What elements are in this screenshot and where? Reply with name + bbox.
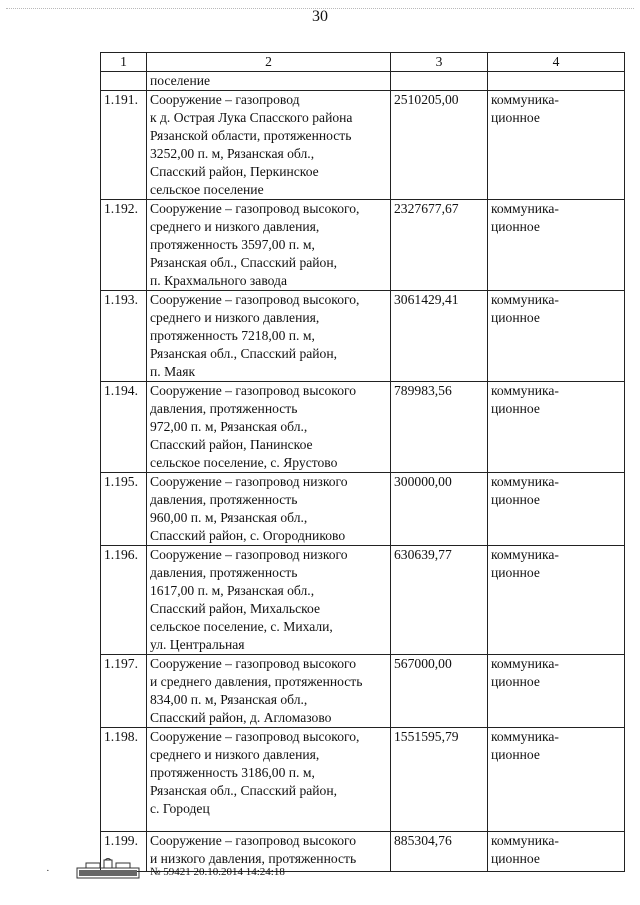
table-row xyxy=(101,728,625,832)
row-description: Сооружение – газопровод высокого давления, протяженность 972,00 п. м, Рязанская обл., Спасский район, Панинское сельское поселение, с. Ярустово xyxy=(147,382,391,473)
table-row xyxy=(101,655,625,728)
page-number: 30 xyxy=(312,8,328,25)
row-description: Сооружение – газопровод низкого давления, протяженность 960,00 п. м, Рязанская обл., Спасский район, с. Огородниково xyxy=(147,473,391,546)
registration-stamp-icon xyxy=(76,857,140,879)
row-description: Сооружение – газопровод низкого давления, протяженность 1617,00 п. м, Рязанская обл., Спасский район, Михальское сельское поселение, с. Михали, ул. Центральная xyxy=(147,546,391,655)
column-header: 1 xyxy=(101,53,147,72)
row-value: 885304,76 xyxy=(391,832,488,872)
table-row xyxy=(101,473,625,546)
row-description: Сооружение – газопровод высокого и низкого давления, протяженность xyxy=(147,832,391,872)
row-value: 630639,77 xyxy=(391,546,488,655)
row-number: 1.197. xyxy=(101,655,147,728)
row-type: коммуника- ционное xyxy=(488,473,625,546)
row-description: Сооружение – газопровод высокого, среднего и низкого давления, протяженность 3186,00 п. м, Рязанская обл., Спасский район, с. Городец xyxy=(147,728,391,832)
table-header-row xyxy=(101,53,625,72)
row-value: 2327677,67 xyxy=(391,200,488,291)
registration-stamp-text: № 59421 20.10.2014 14:24:18 xyxy=(150,866,285,878)
table-row xyxy=(101,382,625,473)
row-value: 789983,56 xyxy=(391,382,488,473)
scan-mark-icon: · xyxy=(46,865,50,877)
row-number: 1.193. xyxy=(101,291,147,382)
table-row xyxy=(101,546,625,655)
row-type: коммуника- ционное xyxy=(488,728,625,832)
row-number: 1.195. xyxy=(101,473,147,546)
row-number: 1.196. xyxy=(101,546,147,655)
empty-cell xyxy=(101,72,147,91)
row-type: коммуника- ционное xyxy=(488,200,625,291)
row-description: Сооружение – газопровод высокого, среднего и низкого давления, протяженность 7218,00 п. м, Рязанская обл., Спасский район, п. Маяк xyxy=(147,291,391,382)
table-row xyxy=(101,200,625,291)
column-header: 3 xyxy=(391,53,488,72)
row-value: 1551595,79 xyxy=(391,728,488,832)
row-number: 1.192. xyxy=(101,200,147,291)
row-description: Сооружение – газопровод к д. Острая Лука Спасского района Рязанской области, протяженность 3252,00 п. м, Рязанская обл., Спасский район, Перкинское сельское поселение xyxy=(147,91,391,200)
row-value: 567000,00 xyxy=(391,655,488,728)
row-number: 1.199. xyxy=(101,832,147,872)
row-number: 1.191. xyxy=(101,91,147,200)
continuation-text: поселение xyxy=(147,72,391,91)
row-type: коммуника- ционное xyxy=(488,655,625,728)
row-description: Сооружение – газопровод высокого и среднего давления, протяженность 834,00 п. м, Рязанская обл., Спасский район, д. Агломазово xyxy=(147,655,391,728)
row-value: 300000,00 xyxy=(391,473,488,546)
continuation-row xyxy=(101,72,625,91)
row-type: коммуника- ционное xyxy=(488,91,625,200)
row-type: коммуника- ционное xyxy=(488,546,625,655)
row-number: 1.198. xyxy=(101,728,147,832)
empty-cell xyxy=(488,72,625,91)
row-type: коммуника- ционное xyxy=(488,291,625,382)
property-table xyxy=(100,52,625,872)
row-value: 2510205,00 xyxy=(391,91,488,200)
column-header: 2 xyxy=(147,53,391,72)
column-header: 4 xyxy=(488,53,625,72)
table-row xyxy=(101,291,625,382)
row-type: коммуника- ционное xyxy=(488,382,625,473)
row-description: Сооружение – газопровод высокого, среднего и низкого давления, протяженность 3597,00 п. м, Рязанская обл., Спасский район, п. Крахмального завода xyxy=(147,200,391,291)
row-value: 3061429,41 xyxy=(391,291,488,382)
table-row xyxy=(101,91,625,200)
row-type: коммуника- ционное xyxy=(488,832,625,872)
empty-cell xyxy=(391,72,488,91)
row-number: 1.194. xyxy=(101,382,147,473)
